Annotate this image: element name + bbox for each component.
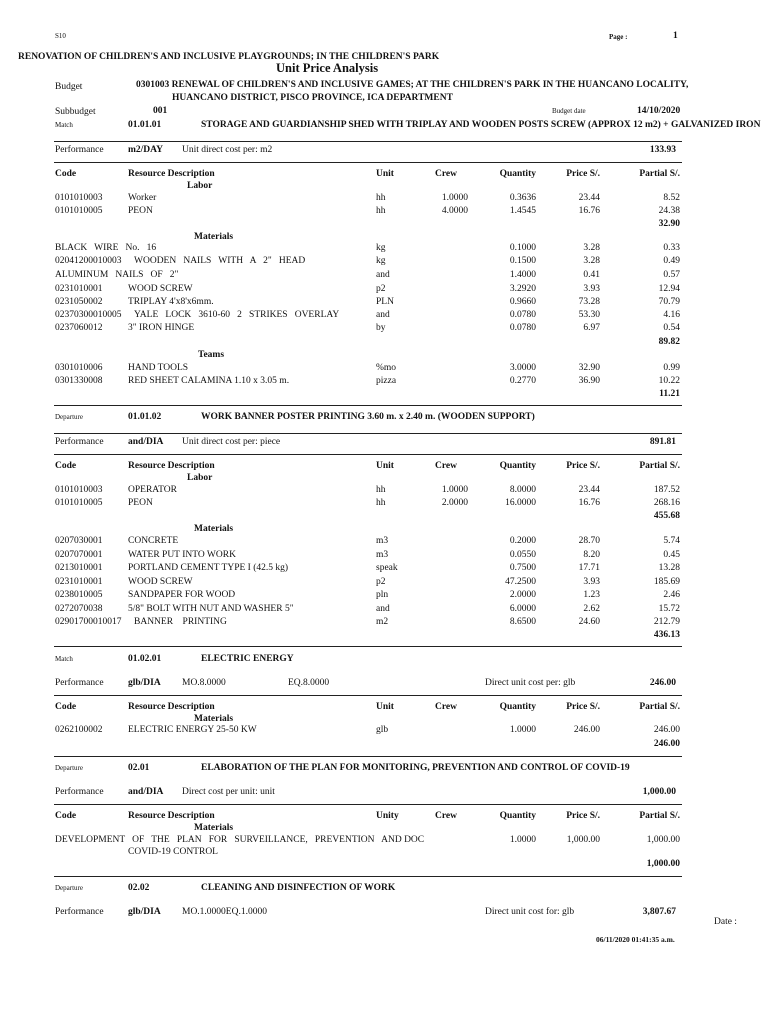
unit-cost-total: 246.00 bbox=[649, 678, 676, 688]
col-desc: Resource Description bbox=[128, 169, 215, 179]
unit-cost-total: 891.81 bbox=[649, 437, 676, 447]
row-partial: 0.57 bbox=[663, 270, 680, 280]
row-desc: BLACK WIRE No. 16 bbox=[55, 243, 157, 253]
row-unit: glb bbox=[376, 725, 389, 735]
group-materials: Materials bbox=[194, 232, 234, 242]
row-unit: by bbox=[376, 323, 386, 333]
col-partial: Partial S/. bbox=[639, 702, 680, 712]
row-desc: ELECTRIC ENERGY 25-50 KW bbox=[128, 725, 257, 735]
section-code: 02.01 bbox=[128, 763, 150, 773]
performance-label: Performance bbox=[55, 907, 104, 917]
col-desc: Resource Description bbox=[128, 461, 215, 471]
row-unit: hh bbox=[376, 206, 386, 216]
divider bbox=[54, 141, 682, 142]
page-number: 1 bbox=[673, 31, 678, 41]
divider bbox=[54, 454, 682, 455]
divider bbox=[54, 433, 682, 434]
mo-value: MO.8.0000 bbox=[182, 678, 226, 688]
row-quantity: 3.2920 bbox=[509, 284, 536, 294]
row-desc: WATER PUT INTO WORK bbox=[128, 549, 236, 560]
col-quantity: Quantity bbox=[499, 169, 536, 179]
row-code: 0101010005 bbox=[55, 498, 103, 508]
row-price: 8.20 bbox=[583, 549, 600, 560]
row-partial: 15.72 bbox=[658, 603, 680, 614]
performance-value: m2/DAY bbox=[128, 145, 164, 155]
section-title: CLEANING AND DISINFECTION OF WORK bbox=[201, 883, 396, 893]
row-code: 0101010003 bbox=[55, 485, 103, 495]
divider bbox=[54, 405, 682, 406]
row-unit: hh bbox=[376, 498, 386, 508]
row-unit: m3 bbox=[376, 536, 389, 546]
budget-text-1: 0301003 RENEWAL OF CHILDREN'S AND INCLUSIVE GAMES; AT THE CHILDREN'S PARK IN THE HUANCANO LOCALITY, bbox=[136, 80, 689, 90]
row-code: 02041200010003 bbox=[55, 256, 122, 266]
row-partial: 8.52 bbox=[663, 193, 680, 203]
row-partial: 10.22 bbox=[658, 376, 680, 386]
section-title: ELABORATION OF THE PLAN FOR MONITORING, PREVENTION AND CONTROL OF COVID-19 bbox=[201, 763, 630, 773]
row-price: 16.76 bbox=[578, 498, 600, 508]
row-desc: 3" IRON HINGE bbox=[128, 323, 195, 333]
row-partial: 13.28 bbox=[658, 563, 680, 573]
row-code: 0238010005 bbox=[55, 590, 103, 600]
row-price: 1,000.00 bbox=[566, 835, 600, 845]
row-partial: 0.54 bbox=[663, 323, 680, 333]
row-price: 2.62 bbox=[583, 603, 600, 614]
performance-label: Performance bbox=[55, 678, 104, 688]
divider bbox=[54, 804, 682, 805]
subbudget-label: Subbudget bbox=[55, 107, 96, 117]
row-unit: hh bbox=[376, 193, 386, 203]
row-desc: BANNER PRINTING bbox=[134, 617, 227, 627]
row-unit: PLN bbox=[376, 297, 394, 307]
row-quantity: 0.3636 bbox=[509, 193, 536, 203]
divider bbox=[54, 646, 682, 647]
row-partial: 1,000.00 bbox=[646, 835, 680, 845]
row-quantity: 3.0000 bbox=[509, 363, 536, 373]
row-quantity: 0.1500 bbox=[509, 256, 536, 266]
row-quantity: 0.9660 bbox=[509, 297, 536, 307]
row-code: 0231010001 bbox=[55, 284, 103, 294]
row-code: 0101010005 bbox=[55, 206, 103, 216]
performance-value: and/DIA bbox=[128, 787, 164, 797]
unit-cost-total: 133.93 bbox=[649, 145, 676, 155]
row-desc: SANDPAPER FOR WOOD bbox=[128, 590, 236, 600]
row-price: 246.00 bbox=[573, 725, 600, 735]
row-partial: 2.46 bbox=[663, 590, 680, 600]
col-price: Price S/. bbox=[566, 811, 600, 821]
col-crew: Crew bbox=[435, 169, 457, 179]
row-desc: WOOD SCREW bbox=[128, 284, 193, 294]
divider bbox=[54, 876, 682, 877]
row-desc: PEON bbox=[128, 206, 153, 216]
col-desc: Resource Description bbox=[128, 811, 215, 821]
row-unit: speak bbox=[376, 563, 398, 573]
row-price: 53.30 bbox=[578, 310, 600, 320]
row-desc: HAND TOOLS bbox=[128, 363, 189, 373]
row-desc-cont: COVID-19 CONTROL bbox=[128, 847, 218, 857]
group-labor: Labor bbox=[187, 181, 213, 191]
performance-label: Performance bbox=[55, 437, 104, 447]
col-crew: Crew bbox=[435, 811, 457, 821]
mo-eq-value: MO.1.0000EQ.1.0000 bbox=[182, 907, 267, 917]
budget-text-2: HUANCANO DISTRICT, PISCO PROVINCE, ICA DEPARTMENT bbox=[172, 93, 453, 103]
row-desc: CONCRETE bbox=[128, 536, 179, 546]
row-price: 23.44 bbox=[578, 485, 600, 495]
row-price: 16.76 bbox=[578, 206, 600, 216]
row-unit: m2 bbox=[376, 617, 389, 627]
group-total: 11.21 bbox=[659, 389, 680, 399]
col-desc: Resource Description bbox=[128, 702, 215, 712]
date-label: Date : bbox=[714, 917, 737, 927]
print-timestamp: 06/11/2020 01:41:35 a.m. bbox=[596, 935, 675, 944]
col-unit: Unit bbox=[376, 461, 394, 471]
col-code: Code bbox=[55, 811, 77, 821]
row-partial: 212.79 bbox=[653, 617, 680, 627]
row-code: 0101010003 bbox=[55, 193, 103, 203]
row-partial: 5.74 bbox=[663, 536, 680, 546]
project-title: RENOVATION OF CHILDREN'S AND INCLUSIVE PLAYGROUNDS; IN THE CHILDREN'S PARK bbox=[18, 52, 440, 62]
section-label: Departure bbox=[55, 764, 83, 772]
section-title: ELECTRIC ENERGY bbox=[201, 654, 294, 664]
row-desc: WOOD SCREW bbox=[128, 576, 193, 587]
section-code: 01.01.02 bbox=[128, 412, 162, 422]
row-partial: 4.16 bbox=[663, 310, 680, 320]
section-code: 01.02.01 bbox=[128, 654, 162, 664]
row-quantity: 47.2500 bbox=[505, 576, 536, 587]
row-desc: RED SHEET CALAMINA 1.10 x 3.05 m. bbox=[128, 376, 290, 386]
row-unit: kg bbox=[376, 243, 386, 253]
unit-cost-label: Unit direct cost per: piece bbox=[182, 437, 281, 447]
group-total: 89.82 bbox=[658, 337, 680, 347]
section-code: 02.02 bbox=[128, 883, 150, 893]
row-desc: YALE LOCK 3610-60 2 STRIKES OVERLAY bbox=[134, 310, 340, 320]
row-quantity: 0.2770 bbox=[509, 376, 536, 386]
group-materials: Materials bbox=[194, 714, 234, 724]
section-label: Departure bbox=[55, 884, 83, 892]
col-unit: Unity bbox=[376, 811, 399, 821]
row-desc: DEVELOPMENT OF THE PLAN FOR SURVEILLANCE, PREVENTION AND DOC bbox=[55, 835, 425, 845]
row-quantity: 1.4000 bbox=[509, 270, 536, 280]
row-code: 0262100002 bbox=[55, 725, 103, 735]
row-quantity: 8.6500 bbox=[509, 617, 536, 627]
row-code: 0231050002 bbox=[55, 297, 103, 307]
row-unit: p2 bbox=[376, 284, 386, 294]
col-quantity: Quantity bbox=[499, 811, 536, 821]
budget-date: 14/10/2020 bbox=[637, 106, 681, 116]
row-code: 02370300010005 bbox=[55, 310, 122, 320]
section-label: Match bbox=[55, 655, 73, 663]
performance-value: and/DIA bbox=[128, 437, 164, 447]
eq-value: EQ.8.0000 bbox=[288, 678, 330, 688]
row-crew: 2.0000 bbox=[441, 498, 468, 508]
row-desc: PEON bbox=[128, 498, 153, 508]
group-materials: Materials bbox=[194, 823, 234, 833]
row-code: 0207070001 bbox=[55, 549, 103, 560]
unit-cost-label: Direct cost per unit: unit bbox=[182, 787, 275, 797]
col-price: Price S/. bbox=[566, 702, 600, 712]
section-label: Departure bbox=[55, 413, 83, 421]
row-quantity: 1.4545 bbox=[509, 206, 536, 216]
unit-cost-label: Unit direct cost per: m2 bbox=[182, 145, 273, 155]
col-code: Code bbox=[55, 461, 77, 471]
section-title: STORAGE AND GUARDIANSHIP SHED WITH TRIPLAY AND WOODEN POSTS SCREW (APPROX 12 m2) + GALVANIZED IRON bbox=[201, 120, 761, 130]
row-unit: %mo bbox=[376, 363, 397, 373]
row-partial: 246.00 bbox=[653, 725, 680, 735]
section-code: 01.01.01 bbox=[128, 120, 162, 130]
col-partial: Partial S/. bbox=[639, 461, 680, 471]
row-desc: PORTLAND CEMENT TYPE I (42.5 kg) bbox=[128, 563, 289, 573]
row-desc: 5/8" BOLT WITH NUT AND WASHER 5" bbox=[128, 603, 294, 614]
row-quantity: 6.0000 bbox=[509, 603, 536, 614]
col-crew: Crew bbox=[435, 461, 457, 471]
row-code: 02901700010017 bbox=[55, 617, 122, 627]
row-price: 28.70 bbox=[578, 536, 600, 546]
performance-value: glb/DIA bbox=[128, 678, 161, 688]
row-partial: 0.49 bbox=[663, 256, 680, 266]
section-label: Match bbox=[55, 121, 73, 129]
row-quantity: 0.7500 bbox=[509, 563, 536, 573]
row-price: 3.93 bbox=[583, 284, 600, 294]
row-unit: p2 bbox=[376, 576, 386, 587]
group-labor: Labor bbox=[187, 473, 213, 483]
group-teams: Teams bbox=[198, 350, 225, 360]
row-quantity: 0.2000 bbox=[509, 536, 536, 546]
row-desc: TRIPLAY 4'x8'x6mm. bbox=[128, 297, 214, 307]
row-code: 0301330008 bbox=[55, 376, 103, 386]
col-unit: Unit bbox=[376, 702, 394, 712]
row-partial: 187.52 bbox=[653, 485, 680, 495]
row-quantity: 2.0000 bbox=[509, 590, 536, 600]
col-crew: Crew bbox=[435, 702, 457, 712]
group-total: 1,000.00 bbox=[646, 859, 680, 869]
col-partial: Partial S/. bbox=[639, 811, 680, 821]
row-desc: Worker bbox=[128, 193, 157, 203]
group-total: 455.68 bbox=[653, 511, 680, 521]
subbudget-value: 001 bbox=[153, 106, 168, 116]
unit-cost-total: 1,000.00 bbox=[642, 787, 676, 797]
row-unit: and bbox=[376, 603, 390, 614]
row-price: 17.71 bbox=[578, 563, 600, 573]
row-code: 0237060012 bbox=[55, 323, 103, 333]
row-crew: 1.0000 bbox=[441, 485, 468, 495]
col-code: Code bbox=[55, 169, 77, 179]
group-total: 32.90 bbox=[658, 219, 680, 229]
page-title: Unit Price Analysis bbox=[276, 61, 379, 75]
row-quantity: 1.0000 bbox=[509, 835, 536, 845]
col-code: Code bbox=[55, 702, 77, 712]
col-price: Price S/. bbox=[566, 461, 600, 471]
row-price: 24.60 bbox=[578, 617, 600, 627]
row-unit: and bbox=[376, 270, 390, 280]
row-code: 0272070038 bbox=[55, 603, 103, 614]
performance-label: Performance bbox=[55, 787, 104, 797]
row-quantity: 0.0780 bbox=[509, 310, 536, 320]
col-quantity: Quantity bbox=[499, 702, 536, 712]
row-unit: and bbox=[376, 310, 390, 320]
budget-label: Budget bbox=[55, 82, 83, 92]
row-price: 1.23 bbox=[583, 590, 600, 600]
page-label: Page : bbox=[609, 33, 628, 41]
row-quantity: 16.0000 bbox=[505, 498, 536, 508]
row-crew: 1.0000 bbox=[441, 193, 468, 203]
divider bbox=[54, 695, 682, 696]
row-unit: kg bbox=[376, 256, 386, 266]
row-quantity: 8.0000 bbox=[509, 485, 536, 495]
row-desc: OPERATOR bbox=[128, 485, 177, 495]
divider bbox=[54, 162, 682, 163]
row-partial: 70.79 bbox=[658, 297, 680, 307]
row-price: 36.90 bbox=[578, 376, 600, 386]
group-materials: Materials bbox=[194, 524, 234, 534]
report-code: S10 bbox=[55, 32, 66, 40]
col-price: Price S/. bbox=[566, 169, 600, 179]
col-quantity: Quantity bbox=[499, 461, 536, 471]
section-title: WORK BANNER POSTER PRINTING 3.60 m. x 2.40 m. (WOODEN SUPPORT) bbox=[201, 412, 535, 422]
group-total: 246.00 bbox=[653, 739, 680, 749]
row-partial: 0.99 bbox=[663, 363, 680, 373]
row-unit: pizza bbox=[376, 376, 397, 386]
row-price: 3.93 bbox=[583, 576, 600, 587]
row-partial: 12.94 bbox=[658, 284, 680, 294]
row-quantity: 1.0000 bbox=[509, 725, 536, 735]
row-partial: 0.33 bbox=[663, 243, 680, 253]
row-price: 6.97 bbox=[583, 323, 600, 333]
row-price: 73.28 bbox=[578, 297, 600, 307]
row-crew: 4.0000 bbox=[441, 206, 468, 216]
budget-date-label: Budget date bbox=[552, 107, 586, 115]
row-price: 23.44 bbox=[578, 193, 600, 203]
row-partial: 268.16 bbox=[653, 498, 680, 508]
row-quantity: 0.0780 bbox=[509, 323, 536, 333]
performance-label: Performance bbox=[55, 145, 104, 155]
row-unit: m3 bbox=[376, 549, 389, 560]
col-partial: Partial S/. bbox=[639, 169, 680, 179]
row-partial: 24.38 bbox=[658, 206, 680, 216]
row-code: 0231010001 bbox=[55, 576, 103, 587]
row-unit: pln bbox=[376, 590, 389, 600]
row-code: 0301010006 bbox=[55, 363, 103, 373]
row-price: 32.90 bbox=[578, 363, 600, 373]
row-partial: 185.69 bbox=[653, 576, 680, 587]
row-price: 3.28 bbox=[583, 256, 600, 266]
row-partial: 0.45 bbox=[663, 549, 680, 560]
row-quantity: 0.1000 bbox=[509, 243, 536, 253]
row-desc: WOODEN NAILS WITH A 2" HEAD bbox=[134, 256, 306, 266]
divider bbox=[54, 756, 682, 757]
row-price: 0.41 bbox=[583, 270, 600, 280]
unit-cost-total: 3,807.67 bbox=[642, 907, 676, 917]
col-unit: Unit bbox=[376, 169, 394, 179]
performance-value: glb/DIA bbox=[128, 907, 161, 917]
group-total: 436.13 bbox=[653, 630, 680, 640]
row-unit: hh bbox=[376, 485, 386, 495]
row-code: 0207030001 bbox=[55, 536, 103, 546]
unit-cost-label: Direct unit cost per: glb bbox=[485, 678, 576, 688]
row-price: 3.28 bbox=[583, 243, 600, 253]
row-code: 0213010001 bbox=[55, 563, 103, 573]
row-quantity: 0.0550 bbox=[509, 549, 536, 560]
row-desc: ALUMINUM NAILS OF 2" bbox=[55, 270, 179, 280]
unit-cost-label: Direct unit cost for: glb bbox=[485, 907, 575, 917]
